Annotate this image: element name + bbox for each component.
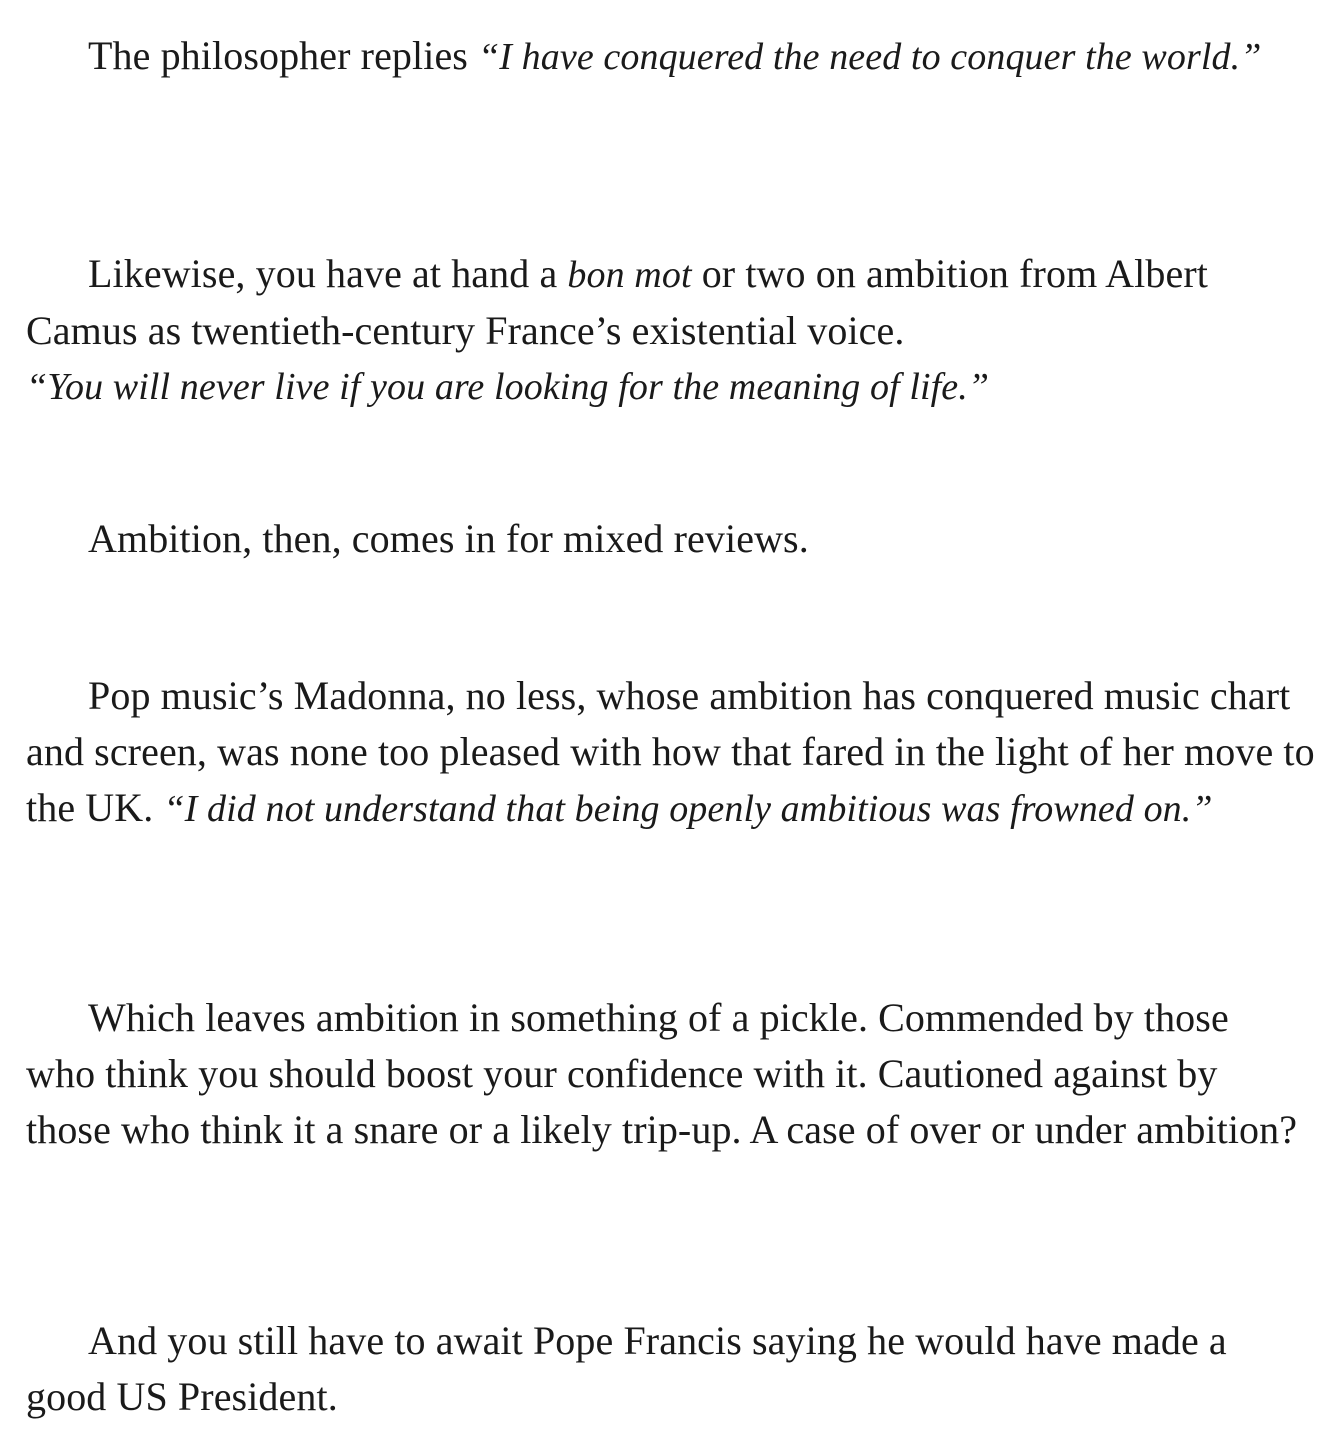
paragraph-madonna [26, 668, 1316, 837]
paragraph-pope-francis: And you still have to await Pope Francis saying he would have made a good US President. [26, 1318, 1227, 1419]
philosopher-quote: “I have conquered the need to conquer the world.” [478, 36, 1262, 78]
paragraph-camus [26, 246, 1311, 415]
paragraph-text: Likewise, you have at hand a [88, 251, 568, 296]
madonna-quote: “I did not understand that being openly ambitious was frowned on.” [163, 788, 1213, 830]
paragraph-text-continued: or two on ambition from Albert Camus as twentieth-century France’s existential voice. [26, 251, 1208, 353]
paragraph-text: Pop music’s Madonna, no less, whose ambition has conquered music chart and screen, was none too pleased with how that fared in the light of her move to the UK. [26, 673, 1315, 830]
bon-mot-phrase: bon mot [567, 254, 692, 296]
paragraph-text: The philosopher replies [88, 33, 479, 78]
paragraph-pickle: Which leaves ambition in something of a pickle. Commended by those who think you should boost your confidence with it. Cautioned against by those who think it a snare or a likely trip-up. A case of over or under ambition? [26, 995, 1298, 1152]
camus-quote: “You will never live if you are looking for the meaning of life.” [26, 366, 990, 408]
paragraph-philosopher [26, 28, 1266, 85]
paragraph-mixed-reviews: Ambition, then, comes in for mixed reviews. [88, 516, 809, 561]
